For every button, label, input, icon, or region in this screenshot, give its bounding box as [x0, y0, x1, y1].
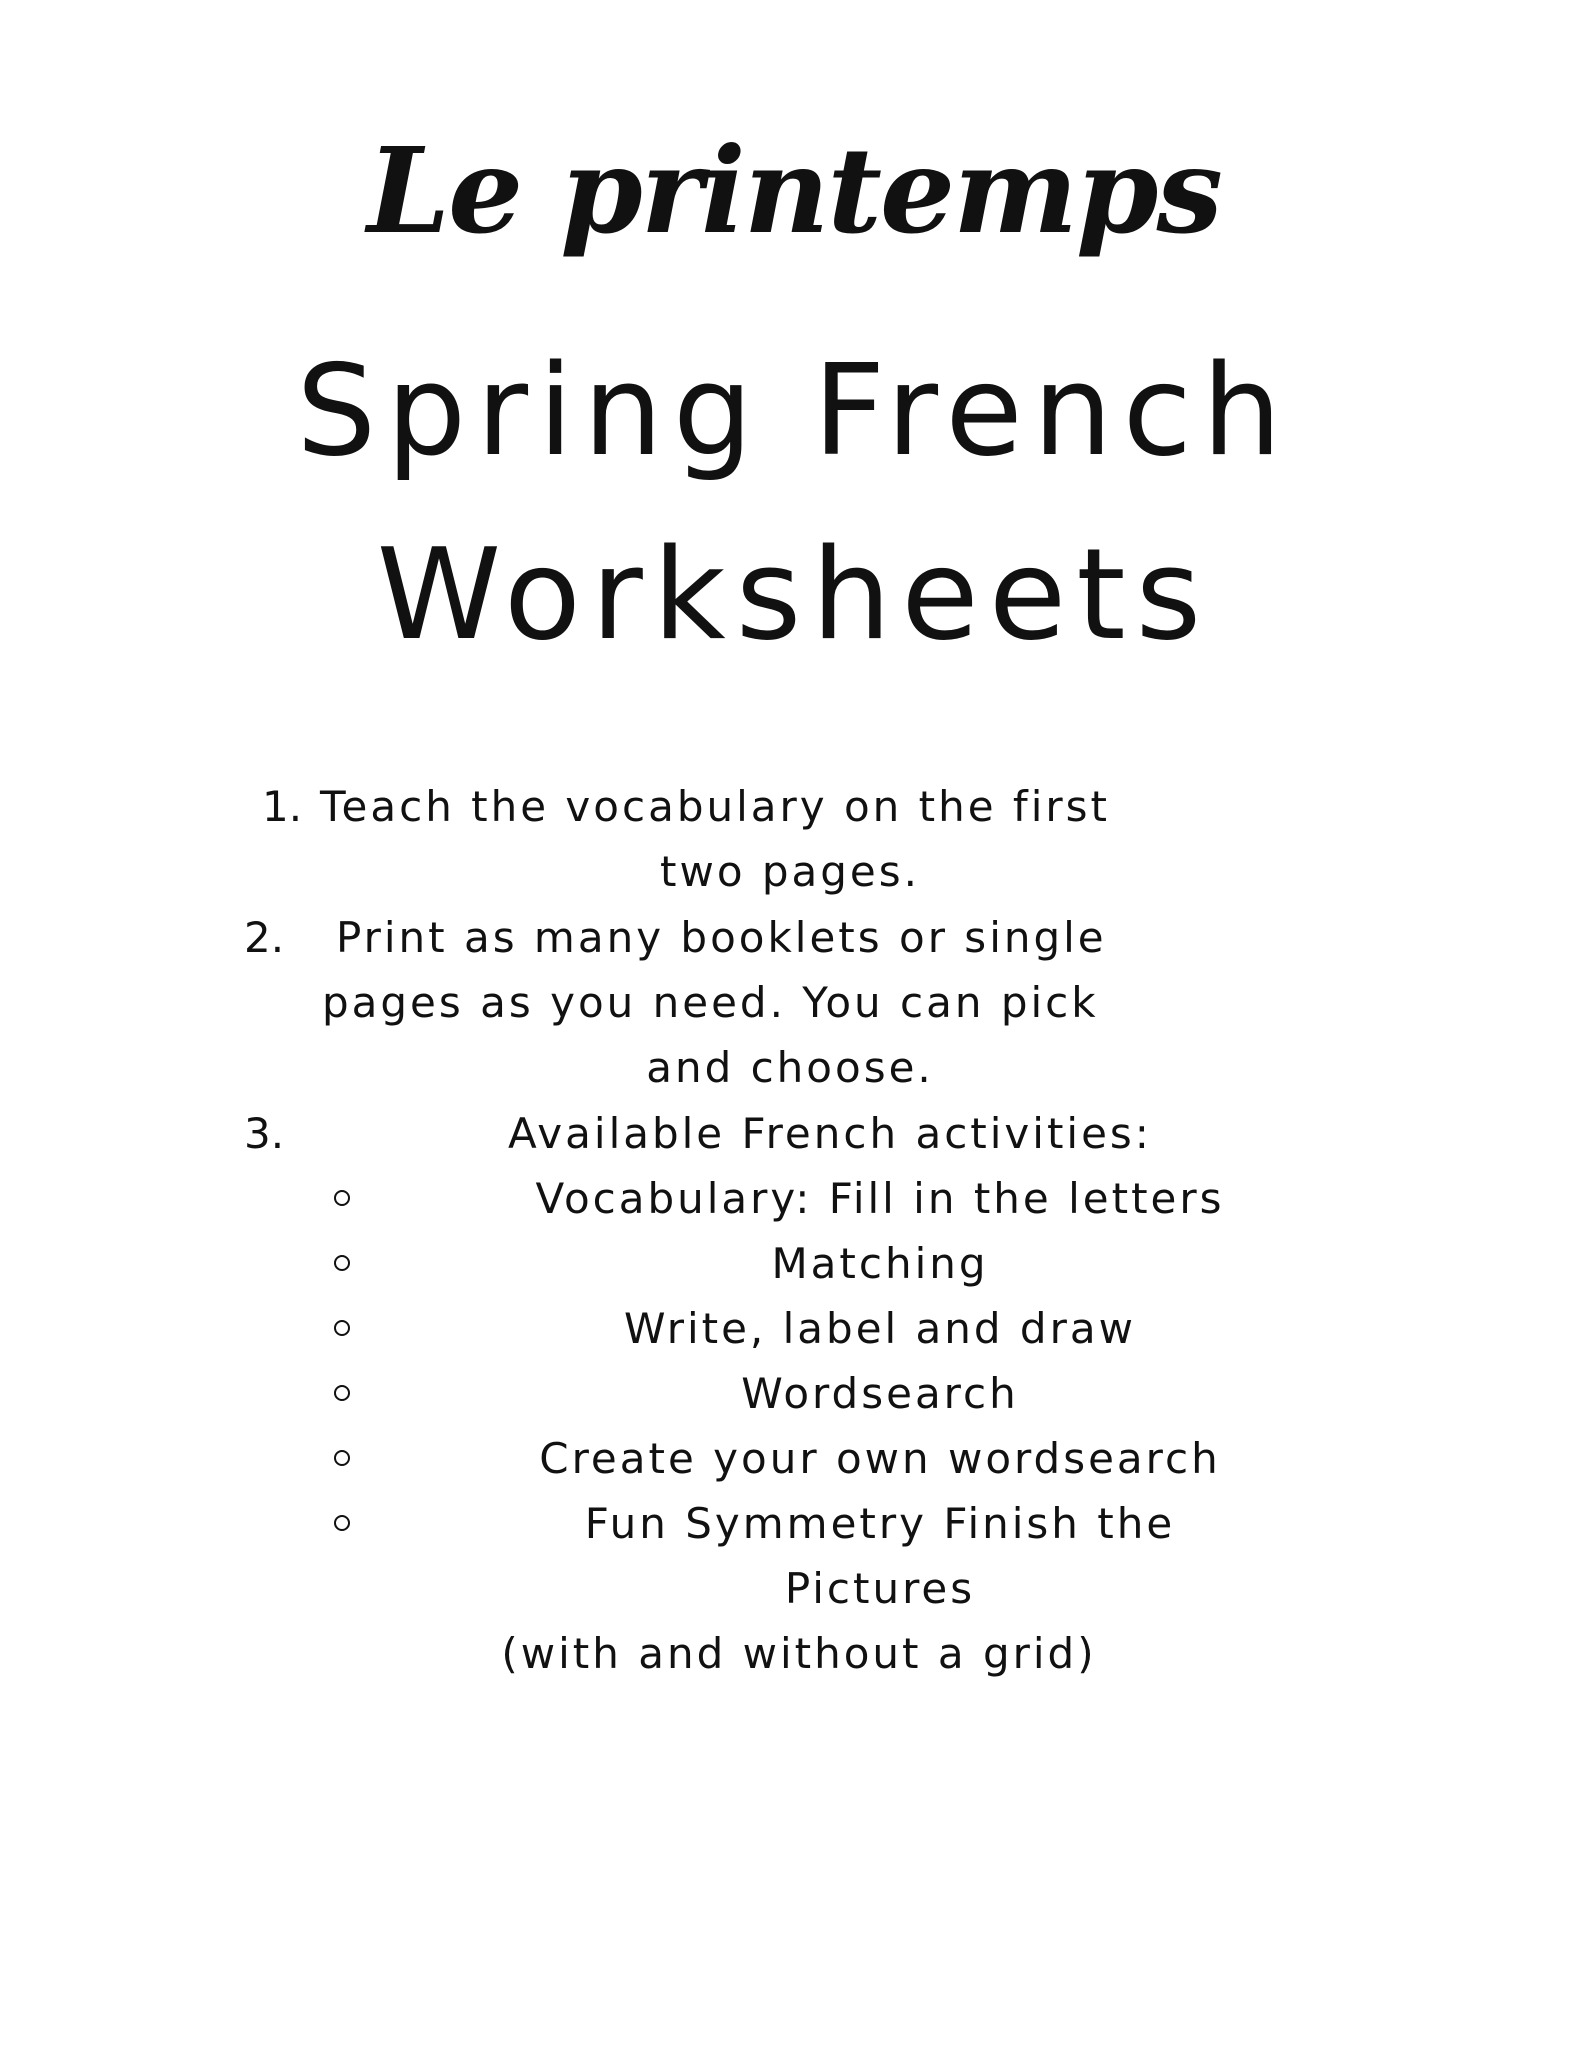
step-1-number: 1.: [262, 782, 303, 831]
activity-item: Create your own wordsearch: [539, 1434, 1221, 1483]
main-title-line-2: Worksheets: [376, 521, 1212, 668]
step-3-line-1: Available French activities:: [508, 1109, 1152, 1158]
activity-item-line-1: Fun Symmetry Finish the: [584, 1499, 1176, 1548]
bullet-icon: [334, 1190, 350, 1206]
script-title: Le printemps: [367, 121, 1221, 260]
activity-item: Vocabulary: Fill in the letters: [535, 1174, 1225, 1223]
step-3-number: 3.: [244, 1109, 285, 1158]
step-1-line-1: Teach the vocabulary on the first: [320, 782, 1110, 831]
activity-item: Matching: [771, 1239, 989, 1288]
step-2-line-1: Print as many booklets or single: [336, 913, 1107, 962]
bullet-icon: [334, 1515, 350, 1531]
grid-note: (with and without a grid): [501, 1629, 1097, 1678]
activity-item: Write, label and draw: [624, 1304, 1136, 1353]
step-2-number: 2.: [244, 913, 285, 962]
step-2-line-2: pages as you need. You can pick: [322, 978, 1099, 1027]
activity-item-line-2: Pictures: [784, 1564, 976, 1613]
bullet-icon: [334, 1450, 350, 1466]
step-1-line-2: two pages.: [660, 847, 920, 896]
bullet-icon: [334, 1385, 350, 1401]
bullet-icon: [334, 1320, 350, 1336]
step-2-line-3: and choose.: [646, 1043, 934, 1092]
main-title-line-1: Spring French: [296, 337, 1292, 484]
activity-item: Wordsearch: [741, 1369, 1019, 1418]
bullet-icon: [334, 1255, 350, 1271]
